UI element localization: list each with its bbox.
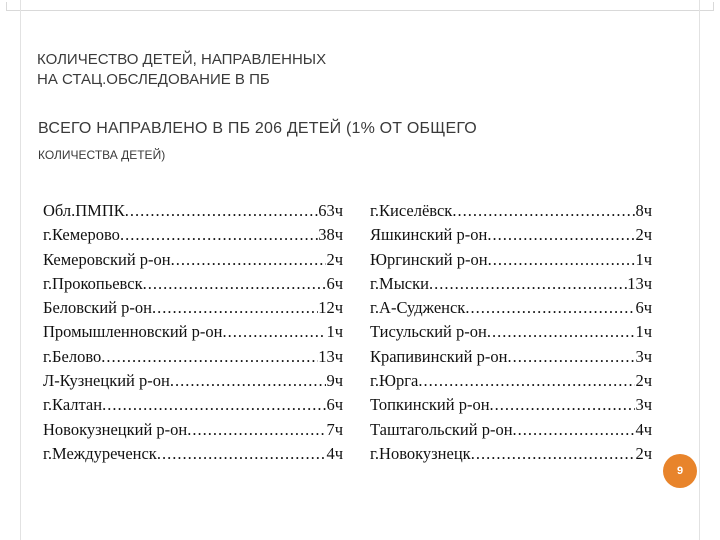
list-item: [43, 296, 343, 320]
list-item: [43, 369, 343, 393]
list-item-name: Беловский р-он: [43, 298, 152, 318]
subtitle-line2: КОЛИЧЕСТВА ДЕТЕЙ): [38, 148, 166, 162]
list-item-name: г.Белово: [43, 346, 102, 366]
dot-leader: [487, 223, 635, 247]
dot-leader: [101, 345, 318, 369]
list-item-name: Новокузнецкий р-он: [43, 419, 188, 439]
list-item-name: Крапивинский р-он: [370, 346, 508, 366]
list-item: [370, 223, 652, 247]
list-item: [370, 248, 652, 272]
dot-leader: [102, 393, 326, 417]
dot-leader: [125, 199, 318, 223]
list-item: [43, 272, 343, 296]
dot-leader: [152, 296, 318, 320]
list-item-value: 4ч: [635, 419, 652, 439]
list-item-value: 1ч: [635, 249, 652, 269]
list-item-name: Таштагольский р-он: [370, 419, 513, 439]
dot-leader: [487, 320, 636, 344]
dot-leader: [222, 320, 326, 344]
list-item-value: 13ч: [627, 273, 652, 293]
list-item-name: г.Юрга: [370, 371, 419, 391]
list-item: [43, 345, 343, 369]
dot-leader: [157, 442, 327, 466]
list-item-value: 3ч: [635, 346, 652, 366]
left-list: [43, 199, 343, 466]
list-item: [370, 272, 652, 296]
dot-leader: [507, 345, 635, 369]
dot-leader: [488, 248, 636, 272]
list-item: [370, 369, 652, 393]
list-item-value: 6ч: [635, 298, 652, 318]
dot-leader: [187, 418, 326, 442]
dot-leader: [471, 442, 636, 466]
list-item: [43, 320, 343, 344]
dot-leader: [143, 272, 327, 296]
list-item: [370, 418, 652, 442]
list-item-name: Топкинский р-он: [370, 395, 490, 415]
list-item: [370, 393, 652, 417]
list-item-value: 1ч: [635, 322, 652, 342]
list-item-name: г.Прокопьевск: [43, 273, 143, 293]
dot-leader: [452, 199, 635, 223]
slide-subtitle: [38, 118, 688, 170]
list-item-name: Юргинский р-он: [370, 249, 488, 269]
dot-leader: [120, 223, 318, 247]
dot-leader: [418, 369, 635, 393]
list-item-value: 38ч: [318, 225, 343, 245]
list-item: [43, 393, 343, 417]
list-item-value: 2ч: [635, 225, 652, 245]
list-item: [370, 199, 652, 223]
list-item-name: г.Новокузнецк: [370, 443, 471, 463]
list-item-value: 2ч: [635, 371, 652, 391]
list-item-name: Тисульский р-он: [370, 322, 487, 342]
page-number-badge: 9: [663, 454, 697, 488]
list-item: [370, 320, 652, 344]
list-item-value: 4ч: [326, 443, 343, 463]
list-item: [43, 418, 343, 442]
list-item: [43, 223, 343, 247]
slide-title-line2: НА СТАЦ.ОБСЛЕДОВАНИЕ В ПБ: [37, 71, 270, 88]
dot-leader: [429, 272, 627, 296]
list-item: [370, 345, 652, 369]
list-item-value: 1ч: [326, 322, 343, 342]
dot-leader: [513, 418, 636, 442]
list-item-value: 13ч: [318, 346, 343, 366]
list-item-value: 2ч: [635, 443, 652, 463]
dot-leader: [171, 248, 327, 272]
list-item: [43, 248, 343, 272]
list-item-name: г.Киселёвск: [370, 201, 453, 220]
slide-frame-top: [6, 2, 714, 11]
list-item-name: г.Мыски: [370, 273, 429, 293]
slide-title: [37, 50, 677, 90]
list-item-name: г.Междуреченск: [43, 443, 157, 463]
dot-leader: [170, 369, 327, 393]
subtitle-line1: ВСЕГО НАПРАВЛЕНО В ПБ 206 ДЕТЕЙ (1% ОТ ОБЩЕГО: [38, 120, 477, 137]
list-item-name: г.Кемерово: [43, 225, 120, 245]
list-item-name: г.Калтан: [43, 395, 103, 415]
list-item-name: Л-Кузнецкий р-он: [43, 371, 170, 391]
list-item-value: 2ч: [326, 249, 343, 269]
list-item: [370, 442, 652, 466]
right-list: [370, 199, 652, 466]
slide-title-line1: КОЛИЧЕСТВО ДЕТЕЙ, НАПРАВЛЕННЫХ: [37, 51, 327, 68]
dot-leader: [465, 296, 635, 320]
list-item-value: 8ч: [635, 201, 652, 220]
list-item-name: г.А-Судженск: [370, 298, 466, 318]
list-item-name: Обл.ПМПК: [43, 201, 125, 220]
list-item-value: 9ч: [326, 371, 343, 391]
list-item-name: Промышленновский р-он: [43, 322, 223, 342]
list-item-value: 6ч: [326, 395, 343, 415]
list-item-value: 7ч: [326, 419, 343, 439]
list-item: [370, 296, 652, 320]
slide-frame-right-line: [699, 0, 700, 540]
list-item-value: 63ч: [318, 201, 343, 220]
list-item-value: 6ч: [326, 273, 343, 293]
list-item-value: 3ч: [635, 395, 652, 415]
list-item-value: 12ч: [318, 298, 343, 318]
list-item: [43, 442, 343, 466]
list-item: [43, 199, 343, 223]
list-item-name: Кемеровский р-он: [43, 249, 171, 269]
list-item-name: Яшкинский р-он: [370, 225, 488, 245]
dot-leader: [490, 393, 636, 417]
slide-frame-left-line: [20, 0, 21, 540]
